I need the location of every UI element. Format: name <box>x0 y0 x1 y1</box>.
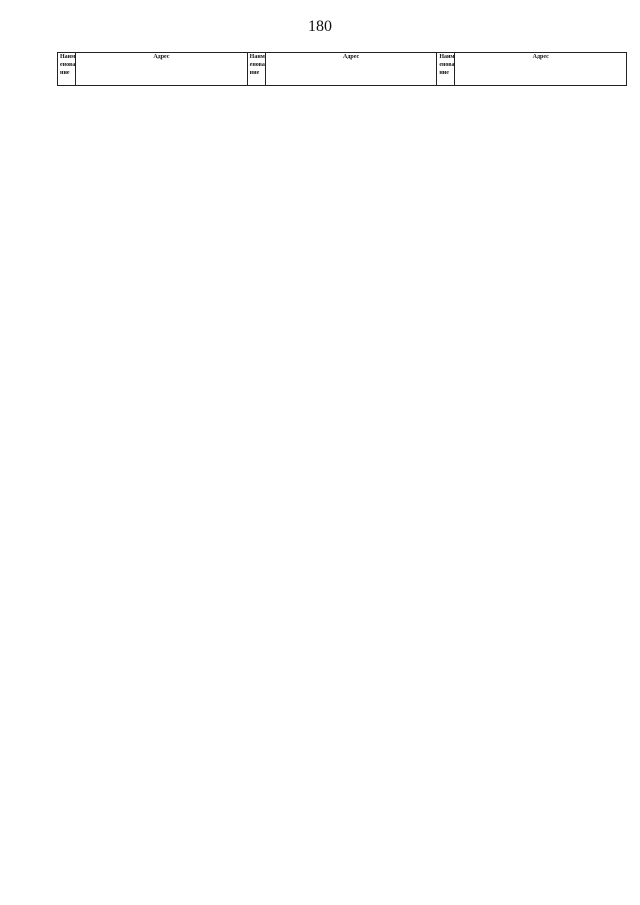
table-header-row <box>58 53 627 86</box>
address-register-table <box>57 52 627 86</box>
address-column-header: Адрес <box>265 53 437 86</box>
name-column-header: Наим енова ние <box>58 53 76 86</box>
address-table <box>57 52 627 872</box>
name-column-header: Наим енова ние <box>437 53 455 86</box>
name-column-header: Наим енова ние <box>247 53 265 86</box>
address-column-header: Адрес <box>455 53 627 86</box>
address-column-header: Адрес <box>76 53 248 86</box>
page-number: 180 <box>308 18 332 35</box>
